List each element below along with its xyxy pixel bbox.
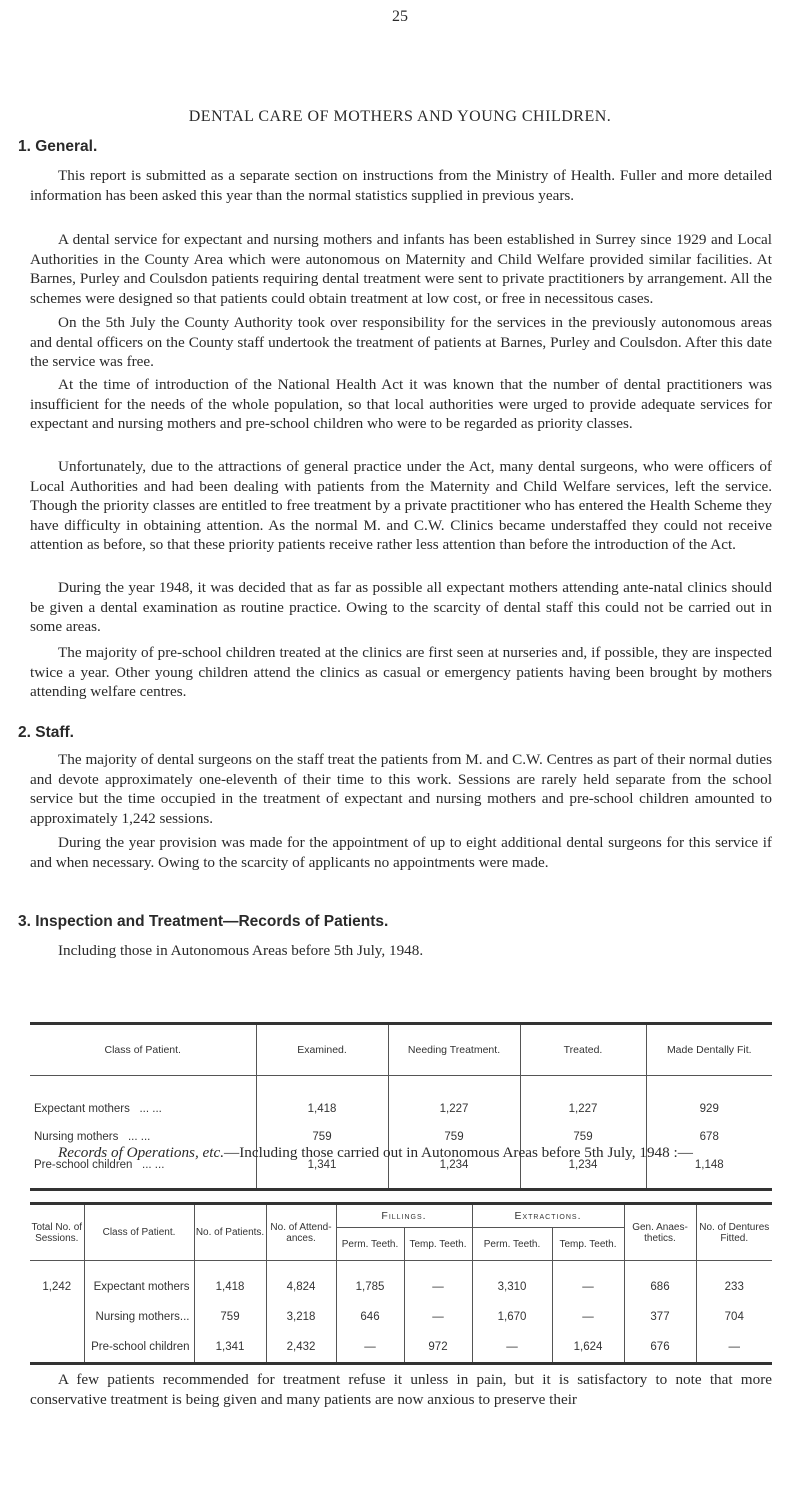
column-header: Perm. Teeth. bbox=[472, 1228, 552, 1261]
cell: 686 bbox=[624, 1261, 696, 1303]
cell: 1,148 bbox=[646, 1151, 772, 1190]
paragraph: Unfortunately, due to the attractions of general practice under the Act, many dental surgeons, who were officers of Local Authorities and had been dealing with patients from the Maternity and Child Welfare services, left the service. Though the priority classes are entitled to free treatment by a private practitioner who has entered the Health Scheme they have difficulty in obtaining attention. As the normal M. and C.W. Clinics became understaffed they could not receive attention as before, so that these priority patients receive rather less attention than before the introduction of the Act. bbox=[30, 458, 772, 553]
paragraph: During the year 1948, it was decided that as far as possible all expectant mothers attending ante-natal clinics should be given a dental examination as routine practice. Owing to the scarcity of dental staff this could not be carried out in some areas. bbox=[30, 579, 772, 635]
page-title: DENTAL CARE OF MOTHERS AND YOUNG CHILDREN. bbox=[188, 108, 612, 125]
cell: 1,227 bbox=[388, 1076, 520, 1124]
column-header: Fillings. bbox=[336, 1204, 472, 1228]
cell bbox=[30, 1302, 84, 1332]
cell: — bbox=[472, 1332, 552, 1364]
column-header: Gen. Anaes-thetics. bbox=[624, 1204, 696, 1261]
cell: — bbox=[696, 1332, 772, 1364]
column-header: No. of Patients. bbox=[194, 1204, 266, 1261]
column-header: Temp. Teeth. bbox=[552, 1228, 624, 1261]
column-header: No. of Dentures Fitted. bbox=[696, 1204, 772, 1261]
cell: 759 bbox=[194, 1302, 266, 1332]
closing-paragraph: A few patients recommended for treatment refuse it unless in pain, but it is satisfactory to note that more conservative treatment is being given and many patients are now anxious to preserve their bbox=[30, 1371, 772, 1408]
cell: 759 bbox=[256, 1123, 388, 1151]
cell: 3,310 bbox=[472, 1261, 552, 1303]
cell: 972 bbox=[404, 1332, 472, 1364]
cell: 4,824 bbox=[266, 1261, 336, 1303]
cell: 1,341 bbox=[256, 1151, 388, 1190]
column-header: Class of Patient. bbox=[30, 1024, 256, 1076]
operations-table bbox=[30, 1202, 772, 1365]
paragraph: This report is submitted as a separate section on instructions from the Ministry of Health. Fuller and more detailed information has been asked this year than the normal statistics supplied in previous years. bbox=[30, 167, 772, 204]
column-header: Made Dentally Fit. bbox=[646, 1024, 772, 1076]
cell: 1,341 bbox=[194, 1332, 266, 1364]
page-number: 25 bbox=[392, 8, 408, 25]
table-caption: Including those in Autonomous Areas before 5th July, 1948. bbox=[58, 942, 424, 959]
column-header: Perm. Teeth. bbox=[336, 1228, 404, 1261]
cell: 3,218 bbox=[266, 1302, 336, 1332]
cell: 1,670 bbox=[472, 1302, 552, 1332]
column-header: Examined. bbox=[256, 1024, 388, 1076]
section-heading-general: 1. General. bbox=[18, 138, 98, 155]
column-header: No. of Attend-ances. bbox=[266, 1204, 336, 1261]
paragraph: A dental service for expectant and nursing mothers and infants has been established in Surrey since 1929 and Local Authorities in the County Area which were autonomous on Maternity and Child Welfare provided similar facilities. At Barnes, Purley and Coulsdon patients requiring dental treatment were sent to private practitioners by arrangement. All the schemes were designed so that patients could obtain treatment at low cost, or free in necessitous cases. bbox=[30, 231, 772, 307]
row-label: Nursing mothers ... ... bbox=[34, 1131, 151, 1143]
cell: 678 bbox=[646, 1123, 772, 1151]
cell: 676 bbox=[624, 1332, 696, 1364]
cell: 1,242 bbox=[42, 1281, 72, 1293]
cell: — bbox=[404, 1261, 472, 1303]
cell: 704 bbox=[696, 1302, 772, 1332]
cell: — bbox=[404, 1302, 472, 1332]
cell: 646 bbox=[336, 1302, 404, 1332]
row-label: Expectant mothers bbox=[84, 1261, 194, 1303]
cell: 1,418 bbox=[256, 1076, 388, 1124]
cell: 233 bbox=[696, 1261, 772, 1303]
row-label: Pre-school children ... ... bbox=[34, 1159, 165, 1171]
section-heading-staff: 2. Staff. bbox=[18, 724, 74, 741]
cell: 1,234 bbox=[388, 1151, 520, 1190]
cell: 929 bbox=[646, 1076, 772, 1124]
section-heading-inspection: 3. Inspection and Treatment—Records of Patients. bbox=[18, 913, 389, 930]
cell bbox=[30, 1332, 84, 1364]
cell: 2,432 bbox=[266, 1332, 336, 1364]
paragraph: The majority of pre-school children treated at the clinics are first seen at nurseries and, if possible, they are inspected twice a year. Other young children attend the clinics as casual or emergency patients having been brought by mothers attending welfare centres. bbox=[30, 644, 772, 700]
records-intro: Records of Operations, etc.—Including those carried out in Autonomous Areas before 5th July, 1948 :— bbox=[58, 1144, 693, 1161]
paragraph: At the time of introduction of the National Health Act it was known that the number of dental practitioners was insufficient for the needs of the whole population, so that local authorities were urged to provide adequate services for expectant and nursing mothers and pre-school children who were to be regarded as priority classes. bbox=[30, 376, 772, 432]
row-label: Nursing mothers... bbox=[84, 1302, 194, 1332]
column-header: Class of Patient. bbox=[84, 1204, 194, 1261]
cell: 377 bbox=[624, 1302, 696, 1332]
column-header: Needing Treatment. bbox=[388, 1024, 520, 1076]
row-label: Expectant mothers ... ... bbox=[34, 1103, 162, 1115]
inspection-table bbox=[30, 1022, 772, 1191]
paragraph: On the 5th July the County Authority took over responsibility for the services in the previously autonomous areas and dental officers on the County staff undertook the treatment of patients at Barnes, Purley and Coulsdon. After this date the service was free. bbox=[30, 314, 772, 370]
cell: 1,624 bbox=[552, 1332, 624, 1364]
paragraph: During the year provision was made for the appointment of up to eight additional dental surgeons for this service if and when necessary. Owing to the scarcity of applicants no appointments were made. bbox=[30, 834, 772, 871]
cell: 1,785 bbox=[336, 1261, 404, 1303]
column-header: Extractions. bbox=[472, 1204, 624, 1228]
column-header: Treated. bbox=[520, 1024, 646, 1076]
cell: 1,418 bbox=[194, 1261, 266, 1303]
column-header: Total No. of Sessions. bbox=[30, 1204, 84, 1261]
table-row bbox=[30, 1261, 772, 1303]
cell: — bbox=[552, 1261, 624, 1303]
row-label: Pre-school children bbox=[84, 1332, 194, 1364]
cell: — bbox=[336, 1332, 404, 1364]
cell: 759 bbox=[520, 1123, 646, 1151]
column-header: Temp. Teeth. bbox=[404, 1228, 472, 1261]
table-row bbox=[30, 1302, 772, 1332]
table-row bbox=[30, 1076, 772, 1124]
table-row bbox=[30, 1332, 772, 1364]
cell: 759 bbox=[388, 1123, 520, 1151]
cell: 1,227 bbox=[520, 1076, 646, 1124]
cell: 1,234 bbox=[520, 1151, 646, 1190]
paragraph: The majority of dental surgeons on the staff treat the patients from M. and C.W. Centres as part of their normal duties and devote approximately one-eleventh of their time to this work. Sessions are rarely held separate from the school service but the time occupied in the treatment of expectant and nursing mothers and pre-school children amounted to approximately 1,242 sessions. bbox=[30, 751, 772, 827]
cell: — bbox=[552, 1302, 624, 1332]
